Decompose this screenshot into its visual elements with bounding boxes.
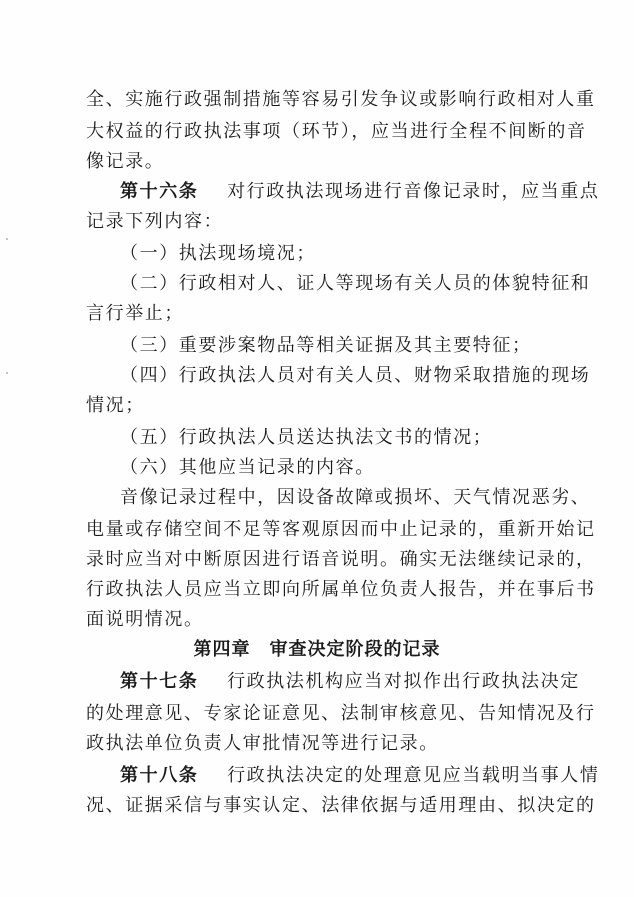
list-item: （三）重要涉案物品等相关证据及其主要特征； (120, 335, 532, 356)
text-line: 像记录。 (86, 151, 165, 172)
text-line: 行政执法人员应当立即向所属单位负责人报告，并在事后书 (86, 579, 596, 600)
article-16-label: 第十六条 (120, 181, 199, 202)
list-item-continuation: 情况； (86, 395, 145, 416)
text-line: 政执法单位负责人审批情况等进行记录。 (86, 733, 439, 754)
text-line: 记录下列内容： (86, 211, 224, 232)
text-line: 电量或存储空间不足等客观原因而中止记录的，重新开始记 (86, 519, 596, 540)
text-line: 录时应当对中断原因进行语音说明。确实无法继续记录的， (86, 549, 596, 570)
list-item: （六）其他应当记录的内容。 (120, 457, 375, 478)
text-line: 音像记录过程中，因设备故障或损坏、天气情况恶劣、 (120, 487, 591, 508)
article-17-text: 行政执法机构应当对拟作出行政执法决定 (227, 671, 580, 692)
text-line: 大权益的行政执法事项（环节），应当进行全程不间断的音 (86, 121, 587, 142)
article-18-first-line (120, 764, 599, 788)
list-item: （四）行政执法人员对有关人员、财物采取措施的现场 (120, 365, 591, 386)
text-line: 况、证据采信与事实认定、法律依据与适用理由、拟决定的 (86, 795, 596, 816)
article-17-first-line (120, 670, 580, 694)
text-line: 的处理意见、专家论证意见、法制审核意见、告知情况及行 (86, 703, 596, 724)
text-line: 全、实施行政强制措施等容易引发争议或影响行政相对人重 (86, 89, 596, 110)
list-item: （二）行政相对人、证人等现场有关人员的体貌特征和 (120, 273, 591, 294)
list-item-continuation: 言行举止； (86, 303, 184, 324)
text-line: 面说明情况。 (86, 609, 204, 630)
article-18-label: 第十八条 (120, 765, 199, 786)
article-18-text: 行政执法决定的处理意见应当载明当事人情 (227, 765, 600, 786)
article-16-first-line (120, 180, 599, 204)
scan-speck (6, 372, 8, 374)
chapter-heading: 第四章 审查决定阶段的记录 (193, 639, 441, 660)
list-item: （一）执法现场境况； (120, 243, 316, 264)
scan-speck (6, 238, 8, 240)
article-17-label: 第十七条 (120, 671, 199, 692)
list-item: （五）行政执法人员送达执法文书的情况； (120, 427, 493, 448)
article-16-text: 对行政执法现场进行音像记录时，应当重点 (227, 181, 600, 202)
